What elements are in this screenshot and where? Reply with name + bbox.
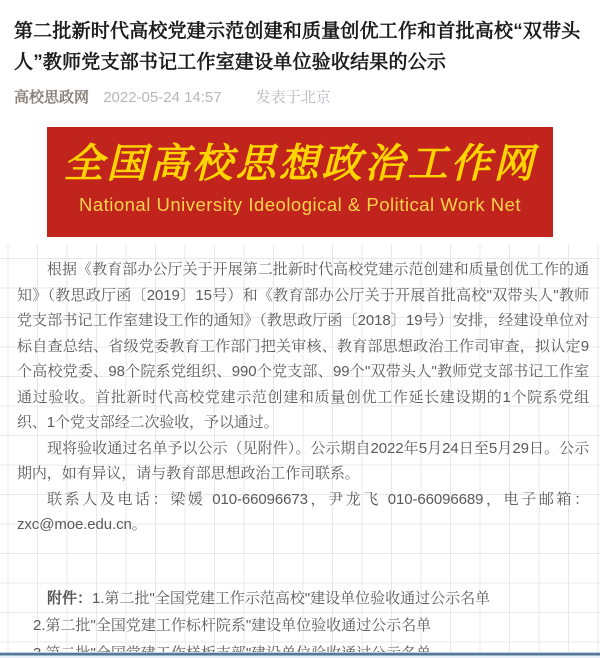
publish-location: 发表于北京 — [255, 89, 331, 106]
attachment-item-1: 1.第二批"全国党建工作示范高校"建设单位验收通过公示名单 — [92, 589, 491, 607]
banner-title-chinese: 全国高校思想政治工作网 — [63, 140, 537, 187]
attachment-line-1 — [33, 585, 589, 613]
attachment-item-2: 2.第二批"全国党建工作标杆院系"建设单位验收通过公示名单 — [33, 617, 432, 634]
article-header — [0, 0, 600, 108]
attachments-label: 附件： — [47, 589, 93, 607]
page-title: 第二批新时代高校党建示范创建和质量创优工作和首批高校“双带头人”教师党支部书记工作室建设单位验收结果的公示 — [14, 21, 581, 73]
window-bottom-edge — [0, 652, 600, 658]
banner-image — [47, 127, 553, 237]
byline — [14, 87, 586, 108]
publish-time: 2022-05-24 14:57 — [103, 89, 222, 106]
attachments-section — [17, 585, 589, 658]
body-paragraph-1: 根据《教育部办公厅关于开展第二批新时代高校党建示范创建和质量创优工作的通知》（教思政厅函〔2019〕15号）和《教育部办公厅关于开展首批高校"双带头人"教师党支部书记工作室建设工作的通知》（教思政厅函〔2018〕19号）安排，经建设单位对标自查总结、省级党委教育工作部门把关审核、教育部思想政治工作司审查，拟认定9个高校党委、98个院系党组织、990个党支部、99个"双带头人"教师党支部书记工作室通过验收。首批新时代高校党建示范创建和质量创优工作延长建设期的1个院系党组织、1个党支部经二次验收，予以通过。 — [17, 261, 589, 431]
body-paragraph-2: 现将验收通过名单予以公示（见附件）。公示期自2022年5月24日至5月29日。公示期内，如有异议，请与教育部思想政治工作司联系。 — [17, 439, 589, 482]
body-paragraph-contact: 联系人及电话：梁媛 010-66096673，尹龙飞 010-66096689，电子邮箱：zxc@moe.edu.cn。 — [17, 490, 589, 533]
account-name-link[interactable]: 高校思政网 — [14, 89, 90, 106]
banner-title-english: National University Ideological & Political Work Net — [78, 194, 522, 215]
article-body — [0, 244, 600, 658]
